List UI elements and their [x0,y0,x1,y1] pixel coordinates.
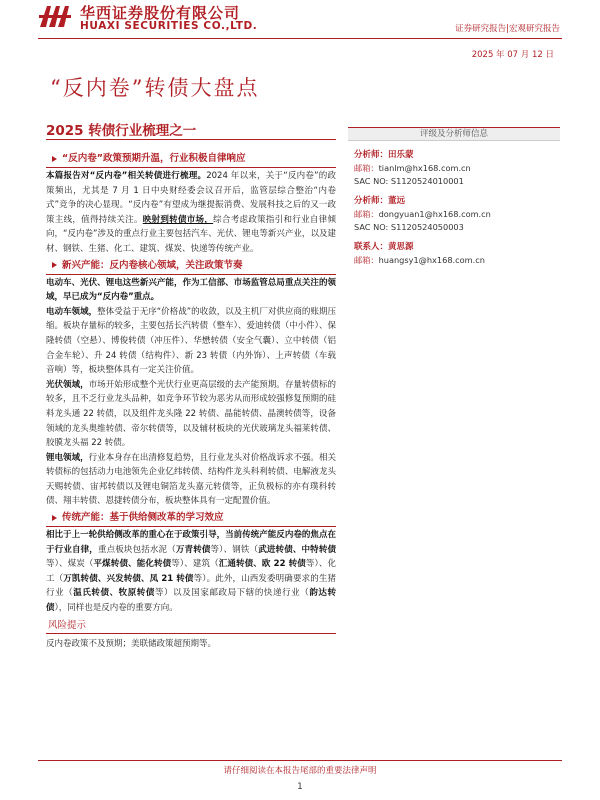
section-divider [46,526,336,527]
emphasis-text: 锂电领域， [46,452,89,463]
emphasis-text: 汇通转债、欧 22 转债 [218,559,306,570]
analyst-name-text: 黄思源 [388,242,414,252]
brand-name-en: HUAXI SECURITIES CO.,LTD. [80,20,258,32]
emphasis-text: 相比于上一轮供给侧改革的重心在于政策引导，当前传统产能反内卷的焦点在于行业自律， [46,530,336,555]
text-run: 等）、建筑（ [171,559,219,570]
emphasis-text: 万青转债 [175,544,211,555]
triangle-bullet-icon [52,262,57,268]
footer-disclaimer: 请仔细阅读在本报告尾部的重要法律声明 [223,766,377,776]
page-number: 1 [297,782,303,792]
emphasis-text: 万凯转债、兴发转债、凤 21 转债 [63,573,194,584]
text-run: 2024 年以来，关于“反内卷”的政策频出，尤其是 7 月 1 日中央财经委会议召开后，监管层综合整治“内卷式”竞争的决心显现。“反内卷”有望成为继提振消费、发展科技之后的又一政策主线，值得持续关注。 [46,171,336,225]
text-run: 整体受益于无序“价格战”的收敛，以及主机厂对供应商的账期压缩。板块存量标的较多，主要包括长汽转债（整车）、爱迪转债（中小件）、保隆转债（空悬）、博俊转债（冲压件）、华懋转债（安全气囊）、立中转债（铝合金车轮）、升 24 转债（结构件）、新 23 转债（内外饰）、上声转债（车载音响）等，板块整体具有一定关注价值。 [46,306,336,376]
emphasis-text: 光伏领域， [46,379,89,390]
analyst-card [348,149,560,187]
text-run: 等）、煤炭（ [46,559,94,570]
body-paragraph [46,276,336,305]
body-paragraph [46,169,336,257]
section-paragraphs [46,169,336,257]
text-run: 市场开始形成整个光伏行业更高层级的去产能预期。存量转债标的较多，且不乏行业龙头品种，如竞争环节较为恶劣从而形成较强修复预期的硅料龙头通 22 转债，以及组件龙头隆 22 转债、晶能转债、晶澳转债等，设备领域的龙头奥维转债、帝尔转债等，以及辅材板块的光伏玻璃龙头福莱转债、胶膜龙头福 22 转债。 [46,379,336,449]
body-paragraph [46,305,336,378]
triangle-bullet-icon [52,156,57,162]
text-run: 等）、化工（ [46,559,336,584]
report-date: 2025 年 07 月 12 日 [471,50,554,60]
analyst-name [354,195,560,208]
section-heading: 新兴产能：反内卷核心领域，关注政策节奏 [46,258,336,273]
analyst-panel [348,127,560,267]
text-run: 等）。此外，山西发委明确要求的生猪行业（ [46,573,336,599]
analyst-name [354,241,560,254]
text-run: 等）、钢铁（ [210,544,259,555]
text-run: 等）以及国家邮政局下辖的快递行业（ [154,588,310,599]
email-address[interactable]: dongyuan1@hx168.com.cn [378,209,491,219]
section-paragraphs [46,528,336,616]
body-paragraph [46,528,336,616]
footer-divider [38,760,562,761]
emphasis-text: 平煤转债、能化转债 [93,559,172,570]
section-heading: “反内卷”政策预期升温，行业积极自律响应 [46,151,336,166]
analyst-card [348,241,560,267]
section-divider [46,167,336,168]
email-label: 邮箱： [354,163,379,173]
analyst-role: 联系人： [354,242,389,252]
subtitle-divider [46,139,336,140]
panel-heading: 评级及分析师信息 [348,127,560,141]
text-run: 综合考虑政策指引和行业自律倾向，“反内卷”涉及的重点行业主要包括汽车、光伏、锂电等新兴产业，以及建材、钢铁、生猪、化工、建筑、煤炭、快递等传统产业。 [46,214,336,254]
text-run: 重点板块包括水泥（ [97,544,176,555]
emphasis-text: 映射到转债市场， [142,214,214,225]
text-run: 行业本身存在出清修复趋势，且行业龙头对价格战诉求不强。相关转债标的包括动力电池领先企业亿纬转债、结构件龙头科利转债、电解液龙头天赐转债、宙邦转债以及锂电铜箔龙头嘉元转债等，正负极标的亦有璞科转债、翔丰转债、恩捷转债分布，板块整体具有一定配置价值。 [46,452,336,507]
analyst-name [354,149,560,162]
emphasis-text: 温氏转债、牧原转债 [73,588,155,599]
analyst-name-text: 董远 [388,196,406,206]
emphasis-text: 本篇报告对“反内卷”相关转债进行梳理。 [46,171,207,181]
huaxi-logo-icon [38,3,72,29]
text-run: ），同样也是反内卷的重要方向。 [54,603,178,614]
report-type: 证券研究报告|宏观研究报告 [455,24,560,34]
analyst-list [348,149,560,267]
analyst-email [354,254,560,267]
section-divider [46,274,336,275]
email-label: 邮箱： [354,255,379,265]
analyst-email [354,208,560,221]
analyst-role: 分析师： [354,196,389,206]
risk-divider [46,633,336,634]
email-address[interactable]: huangsy1@hx168.com.cn [378,255,485,265]
email-address[interactable]: tianlm@hx168.com.cn [378,163,471,173]
section-paragraphs [46,276,336,510]
triangle-bullet-icon [52,515,57,521]
report-body [46,150,336,651]
analyst-role: 分析师： [354,150,389,160]
analyst-name-text: 田乐蒙 [388,150,414,160]
risk-title: 风险提示 [48,619,87,631]
emphasis-text: 武进转债、中特转债 [258,544,336,555]
analyst-sac-number: SAC NO: S1120524010001 [354,175,464,186]
analyst-email [354,162,560,175]
page-title: “反内卷”转债大盘点 [50,76,260,100]
emphasis-text: 电动车、光伏、锂电这些新兴产能，作为工信部、市场监管总局重点关注的领域，早已成为“反内卷”重点。 [46,277,336,303]
body-paragraph [46,451,336,509]
analyst-card [348,195,560,233]
emphasis-text: 电动车领域， [46,306,98,317]
section-heading: 传统产能：基于供给侧改革的学习效应 [46,510,336,525]
analyst-sac-number: SAC NO: S1120524050003 [354,221,464,232]
page-subtitle: 2025 转债行业梳理之一 [46,123,197,139]
body-paragraph [46,378,336,451]
email-label: 邮箱： [354,209,379,219]
emphasis-text: 韵达转债 [46,588,336,614]
header-divider [38,38,562,39]
brand-name-cn: 华西证券股份有限公司 [80,4,241,22]
risk-text: 反内卷政策不及预期；美联储政策超预期等。 [46,638,217,649]
